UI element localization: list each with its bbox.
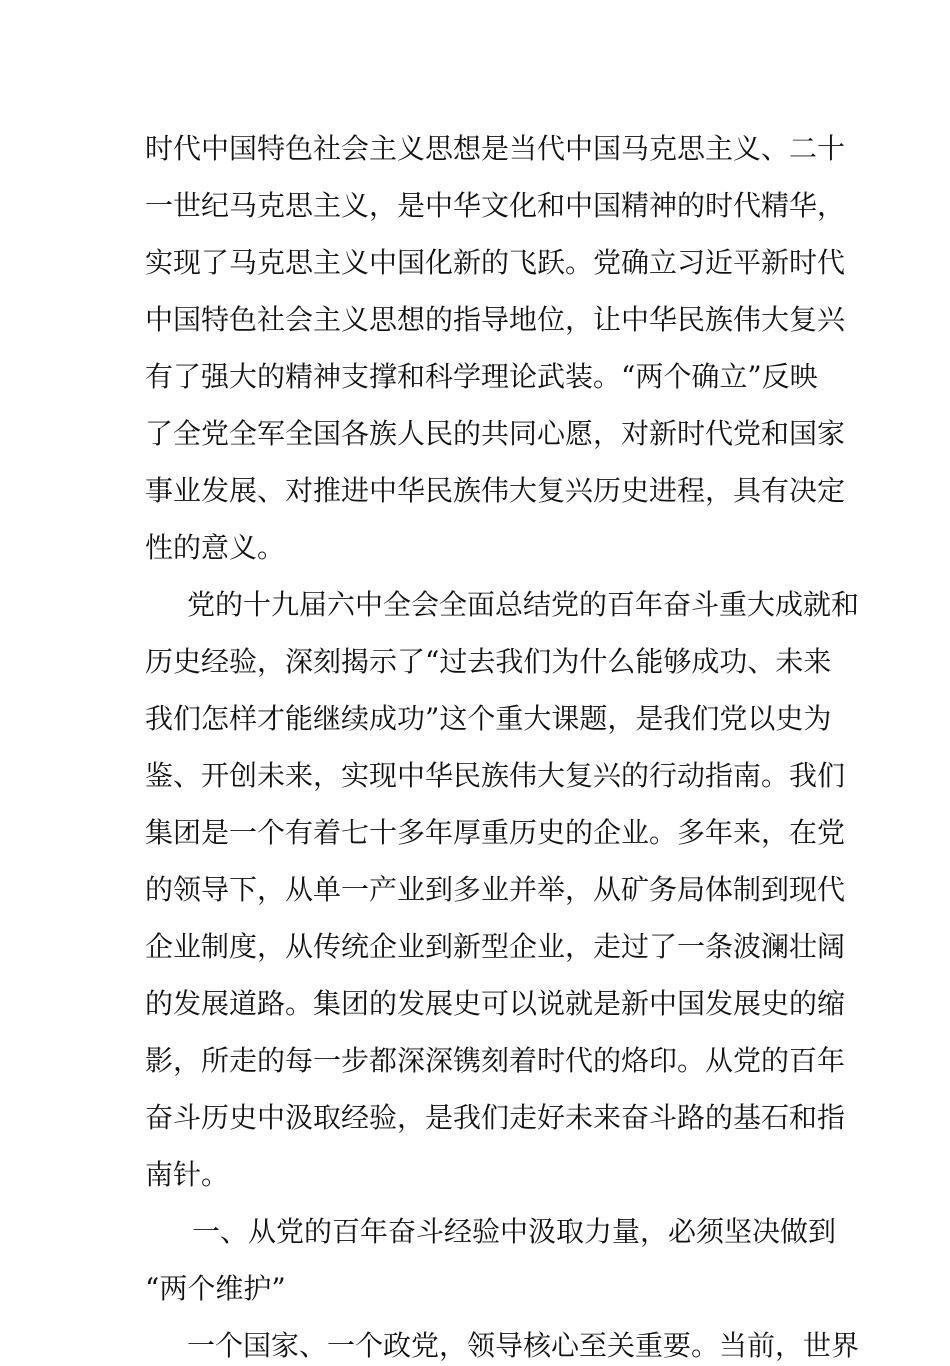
paragraph-line: 一个国家、一个政党，领导核心至关重要。当前，世界 [187,1329,860,1362]
paragraph-line: 影，所走的每一步都深深镌刻着时代的烙印。从党的百年 [145,1044,846,1077]
paragraph-line: 企业制度，从传统企业到新型企业，走过了一条波澜壮阔 [145,930,846,963]
paragraph-line: 有了强大的精神支撑和科学理论武装。“两个确立”反映 [145,360,818,393]
paragraph-line: 党的十九届六中全会全面总结党的百年奋斗重大成就和 [187,588,860,621]
section-heading-line: 一、从党的百年奋斗经验中汲取力量，必须坚决做到 [192,1215,837,1248]
paragraph-line: 中国特色社会主义思想的指导地位，让中华民族伟大复兴 [145,303,846,336]
paragraph-line: 实现了马克思主义中国化新的飞跃。党确立习近平新时代 [145,246,846,279]
paragraph-line: 性的意义。 [145,531,286,564]
paragraph-line: 历史经验，深刻揭示了“过去我们为什么能够成功、未来 [145,645,832,678]
paragraph-line: 南针。 [145,1158,230,1191]
paragraph-line: 一世纪马克思主义，是中华文化和中国精神的时代精华， [145,189,846,222]
section-heading-line: “两个维护” [145,1272,286,1305]
paragraph-line: 奋斗历史中汲取经验，是我们走好未来奋斗路的基石和指 [145,1101,846,1134]
paragraph-line: 鉴、开创未来，实现中华民族伟大复兴的行动指南。我们 [145,759,846,792]
paragraph-line: 事业发展、对推进中华民族伟大复兴历史进程，具有决定 [145,474,846,507]
paragraph-line: 集团是一个有着七十多年厚重历史的企业。多年来，在党 [145,816,846,849]
paragraph-line: 时代中国特色社会主义思想是当代中国马克思主义、二十 [145,132,846,165]
paragraph-line: 了全党全军全国各族人民的共同心愿，对新时代党和国家 [145,417,846,450]
paragraph-line: 的发展道路。集团的发展史可以说就是新中国发展史的缩 [145,987,846,1020]
paragraph-line: 我们怎样才能继续成功”这个重大课题，是我们党以史为 [145,702,832,735]
paragraph-line: 的领导下，从单一产业到多业并举，从矿务局体制到现代 [145,873,846,906]
